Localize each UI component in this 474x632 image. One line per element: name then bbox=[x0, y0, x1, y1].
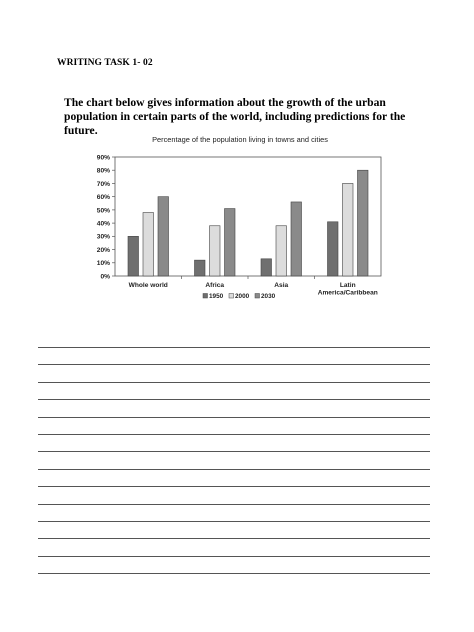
plot-area-frame bbox=[115, 157, 381, 276]
legend-swatch-1950 bbox=[203, 294, 208, 299]
x-tick-label: Latin bbox=[339, 282, 356, 289]
task-heading: WRITING TASK 1- 02 bbox=[57, 58, 153, 68]
writing-line[interactable] bbox=[38, 504, 430, 505]
legend-label: 2030 bbox=[261, 293, 276, 300]
writing-line[interactable] bbox=[38, 538, 430, 539]
y-tick-label: 50% bbox=[96, 207, 110, 215]
bar-2030 bbox=[158, 197, 169, 276]
writing-line[interactable] bbox=[38, 521, 430, 522]
bar-chart bbox=[85, 132, 395, 314]
y-tick-label: 90% bbox=[96, 154, 110, 162]
bar-1950 bbox=[128, 236, 139, 276]
writing-line[interactable] bbox=[38, 364, 430, 365]
writing-line[interactable] bbox=[38, 556, 430, 557]
bar-2000 bbox=[276, 226, 287, 276]
x-tick-label: Asia bbox=[274, 282, 289, 289]
writing-line[interactable] bbox=[38, 434, 430, 435]
x-tick-label: Africa bbox=[205, 282, 225, 289]
legend-swatch-2000 bbox=[229, 294, 234, 299]
bar-2030 bbox=[291, 202, 302, 276]
y-tick-label: 60% bbox=[96, 194, 110, 202]
legend-swatch-2030 bbox=[255, 294, 260, 299]
bar-1950 bbox=[195, 260, 206, 276]
bar-2030 bbox=[358, 170, 369, 276]
y-tick-label: 30% bbox=[96, 233, 110, 241]
y-tick-label: 70% bbox=[96, 180, 110, 188]
writing-line[interactable] bbox=[38, 486, 430, 487]
bar-2000 bbox=[343, 183, 354, 276]
legend-label: 2000 bbox=[235, 293, 250, 300]
legend-label: 1950 bbox=[209, 293, 224, 300]
writing-line[interactable] bbox=[38, 347, 430, 348]
y-tick-label: 10% bbox=[96, 260, 110, 268]
writing-line[interactable] bbox=[38, 469, 430, 470]
y-tick-label: 0% bbox=[100, 273, 110, 281]
writing-line[interactable] bbox=[38, 382, 430, 383]
y-tick-label: 40% bbox=[96, 220, 110, 228]
writing-line[interactable] bbox=[38, 417, 430, 418]
bar-2000 bbox=[210, 226, 221, 276]
task-prompt: The chart below gives information about the growth of the urban population in certain parts of the world, including predictions for the future. bbox=[64, 96, 406, 137]
bar-chart-container bbox=[85, 132, 395, 314]
bar-1950 bbox=[261, 259, 272, 276]
bar-1950 bbox=[328, 222, 339, 276]
x-tick-label: America/Caribbean bbox=[317, 289, 378, 297]
writing-line[interactable] bbox=[38, 573, 430, 574]
writing-line[interactable] bbox=[38, 399, 430, 400]
y-tick-label: 80% bbox=[96, 167, 110, 175]
bar-2000 bbox=[143, 213, 154, 276]
bar-2030 bbox=[225, 209, 236, 276]
y-tick-label: 20% bbox=[96, 246, 110, 254]
writing-line[interactable] bbox=[38, 451, 430, 452]
chart-title: Percentage of the population living in towns and cities bbox=[152, 135, 328, 144]
x-tick-label: Whole world bbox=[128, 282, 168, 289]
answer-writing-lines[interactable] bbox=[38, 347, 430, 590]
